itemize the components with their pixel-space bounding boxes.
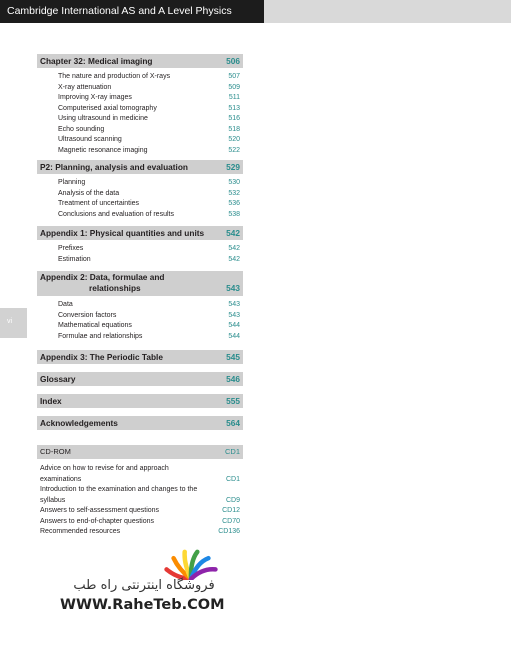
toc-section	[37, 271, 243, 342]
cdrom-items	[37, 464, 243, 538]
toc-item-title: Prefixes	[58, 245, 84, 252]
cdrom-item-page: CD70	[222, 517, 240, 525]
toc-item-title: Mathematical equations	[58, 322, 132, 329]
toc-item[interactable]	[37, 104, 243, 115]
toc-items	[37, 68, 243, 156]
toc-item-title: Planning	[58, 179, 86, 186]
toc-item-title: Data	[58, 301, 73, 308]
toc-item-title: X-ray attenuation	[58, 83, 112, 91]
toc-section-header[interactable]	[37, 416, 243, 430]
toc-item[interactable]	[37, 135, 243, 146]
toc-section-header[interactable]	[37, 226, 243, 240]
toc-item-title: Echo sounding	[58, 125, 105, 133]
cdrom-title: CD-ROM	[40, 447, 71, 456]
cdrom-header[interactable]	[37, 445, 243, 459]
toc-section	[37, 394, 243, 408]
toc-item[interactable]	[37, 300, 243, 311]
toc-item-title: Magnetic resonance imaging	[58, 146, 148, 154]
toc-item-page: 522	[228, 146, 240, 154]
cdrom-item-title: Answers to end-of-chapter questions	[40, 517, 155, 525]
toc-item[interactable]	[37, 210, 243, 221]
toc-item-title: Analysis of the data	[58, 189, 120, 197]
toc-section-title: Chapter 32: Medical imaging	[40, 56, 153, 66]
toc-item-page: 530	[228, 179, 240, 186]
toc-item-page: 543	[228, 301, 240, 308]
toc-item-title: Conclusions and evaluation of results	[58, 210, 174, 218]
cdrom-item-page: CD12	[222, 507, 240, 514]
toc-item-page: 513	[228, 104, 240, 112]
toc-item-title: Ultrasound scanning	[58, 136, 122, 143]
table-of-contents	[37, 54, 243, 430]
toc-section	[37, 372, 243, 386]
toc-section-title: Appendix 1: Physical quantities and units	[40, 228, 205, 238]
cdrom-item-title: Recommended resources	[40, 528, 121, 535]
toc-section-title: Index	[40, 396, 62, 406]
toc-section-page: 555	[226, 396, 240, 406]
toc-section-title: P2: Planning, analysis and evaluation	[40, 162, 189, 172]
cdrom-item-page: CD136	[218, 528, 240, 535]
toc-item-page: 542	[228, 245, 240, 252]
cdrom-item-page: CD1	[225, 475, 240, 483]
toc-item[interactable]	[37, 321, 243, 332]
toc-section-title: Acknowledgements	[40, 418, 118, 428]
toc-item-page: 532	[228, 189, 240, 197]
toc-item-page: 509	[228, 83, 240, 91]
header-band	[0, 0, 264, 23]
toc-item-page: 542	[228, 255, 240, 263]
toc-item[interactable]	[37, 189, 243, 200]
toc-item-page: 511	[228, 94, 240, 101]
toc-item-page: 543	[228, 311, 240, 319]
toc-item[interactable]	[37, 311, 243, 322]
toc-item[interactable]	[37, 114, 243, 125]
toc-section-header[interactable]	[37, 372, 243, 386]
toc-section-header[interactable]	[37, 350, 243, 364]
cdrom-page: CD1	[224, 447, 240, 456]
toc-section	[37, 226, 243, 265]
cdrom-item-title: Introduction to the examination and changes to the syllabus	[40, 486, 198, 504]
toc-section-header[interactable]	[37, 394, 243, 408]
toc-item-title: The nature and production of X-rays	[58, 73, 171, 80]
toc-section-header[interactable]	[37, 271, 243, 296]
page-number: vi	[7, 318, 13, 325]
watermark-url: WWW.RaheTeb.COM	[60, 597, 225, 613]
toc-section-page: 564	[226, 418, 240, 428]
toc-item-title: Improving X-ray images	[58, 94, 132, 101]
toc-item[interactable]	[37, 178, 243, 189]
cdrom-item[interactable]	[37, 517, 243, 528]
toc-item[interactable]	[37, 332, 243, 343]
toc-item-title: Treatment of uncertainties	[58, 200, 140, 207]
toc-section-page: 543	[226, 283, 240, 293]
toc-item[interactable]	[37, 125, 243, 136]
toc-item-page: 536	[228, 200, 240, 207]
cdrom-item[interactable]	[37, 527, 243, 538]
toc-items	[37, 174, 243, 220]
toc-section	[37, 350, 243, 364]
toc-item-page: 518	[228, 125, 240, 133]
toc-items	[37, 240, 243, 265]
toc-section-page: 546	[226, 374, 240, 384]
toc-item-page: 520	[228, 136, 240, 143]
toc-item[interactable]	[37, 72, 243, 83]
toc-items	[37, 296, 243, 342]
toc-section-title: Glossary	[40, 374, 76, 384]
book-title: Cambridge International AS and A Level Physics	[7, 5, 232, 17]
rainbow-fan-icon	[162, 548, 220, 580]
cdrom-item[interactable]	[37, 506, 243, 517]
toc-item[interactable]	[37, 244, 243, 255]
toc-section	[37, 54, 243, 156]
toc-item-page: 544	[228, 332, 240, 340]
cdrom-section	[37, 445, 243, 538]
toc-item[interactable]	[37, 83, 243, 94]
toc-item-page: 538	[228, 210, 240, 218]
toc-item-page: 544	[228, 322, 240, 329]
toc-section-page: 545	[226, 352, 240, 362]
toc-item-title: Formulae and relationships	[58, 332, 143, 340]
toc-section-title-cont: relationships	[89, 283, 141, 293]
toc-section-header[interactable]	[37, 160, 243, 174]
cdrom-item-title: Answers to self-assessment questions	[40, 507, 160, 514]
toc-section	[37, 160, 243, 220]
toc-item-title: Using ultrasound in medicine	[58, 115, 148, 122]
toc-section-title: Appendix 2: Data, formulae and	[40, 272, 165, 282]
cdrom-item-title: Advice on how to revise for and approach examinations	[40, 465, 169, 483]
toc-section	[37, 416, 243, 430]
toc-item[interactable]	[37, 199, 243, 210]
cdrom-item[interactable]	[37, 464, 243, 485]
toc-section-title: Appendix 3: The Periodic Table	[40, 352, 163, 362]
toc-item[interactable]	[37, 93, 243, 104]
watermark-logo	[60, 548, 230, 618]
toc-section-page: 506	[226, 56, 240, 66]
toc-item-title: Conversion factors	[58, 311, 117, 319]
toc-item-page: 516	[228, 115, 240, 122]
watermark-persian-text: فروشگاه اینترنتی راه طب	[73, 578, 215, 593]
toc-section-header[interactable]	[37, 54, 243, 68]
toc-item-page: 507	[228, 73, 240, 80]
toc-section-page: 529	[226, 162, 240, 172]
header-band-right	[264, 0, 511, 23]
cdrom-item-page: CD9	[225, 496, 240, 504]
toc-item[interactable]	[37, 146, 243, 157]
toc-section-page: 542	[226, 228, 240, 238]
cdrom-item[interactable]	[37, 485, 243, 506]
toc-item-title: Estimation	[58, 255, 91, 263]
page-number-tab	[0, 308, 27, 338]
toc-item[interactable]	[37, 255, 243, 266]
toc-item-title: Computerised axial tomography	[58, 104, 157, 112]
